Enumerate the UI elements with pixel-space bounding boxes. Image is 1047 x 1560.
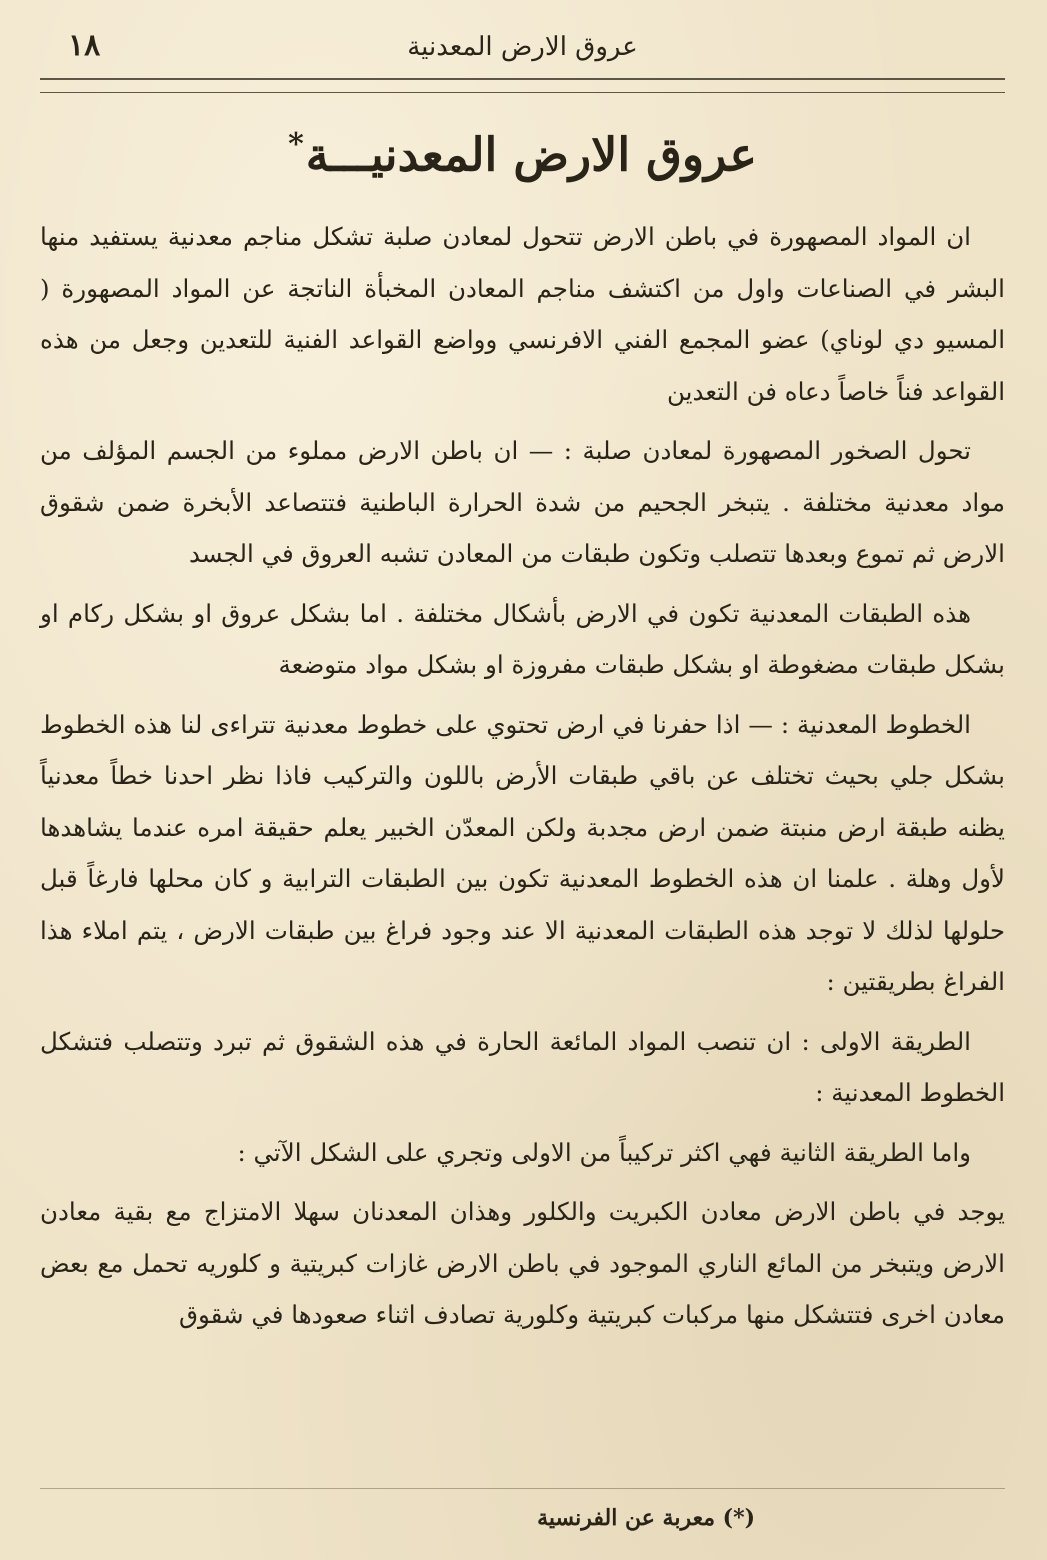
paragraph-mineral-lines: الخطوط المعدنية : — اذا حفرنا في ارض تحتوي على خطوط معدنية تتراءى لنا هذه الخطوط بشكل جلي بحيث تختلف عن باقي طبقات الأرض باللون والتركيب فاذا نظر احدنا خطاً معدنياً يظنه طبقة ارض منبتة ضمن ارض مجدبة ولكن المعدّن الخبير يعلم حقيقة امره عندما يشاهدها لأول وهلة . علمنا ان هذه الخطوط المعدنية تكون بين الطبقات الترابية و كان محلها فارغاً قبل حلولها لذلك لا توجد هذه الطبقات المعدنية الا عند وجود فراغ بين طبقات الارض ، يتم املاء هذا الفراغ بطريقتين : xyxy=(40,709,1005,997)
header-divider xyxy=(40,78,1005,93)
page-number: ١٨ xyxy=(68,28,101,63)
footnote-text: (*) معربة عن الفرنسية xyxy=(537,1505,755,1531)
footnote xyxy=(40,1505,1005,1531)
paragraph-layer-forms: هذه الطبقات المعدنية تكون في الارض بأشكال مختلفة . اما بشكل عروق او بشكل ركام او بشكل طبقات مضغوطة او بشكل طبقات مفروزة او بشكل مواد متوضعة xyxy=(40,598,1005,680)
paragraph-solidification: تحول الصخور المصهورة لمعادن صلبة : — ان باطن الارض مملوء من الجسم المؤلف من مواد معدنية مختلفة . يتبخر الجحيم من شدة الحرارة الباطنية فتتصاعد الأبخرة ضمن شقوق الارض ثم تموع وبعدها تتصلب وتكون طبقات من المعادن تشبه العروق في الجسد xyxy=(40,436,1005,569)
running-header xyxy=(40,22,1005,78)
article-title xyxy=(40,127,1005,181)
footnote-divider xyxy=(40,1488,1005,1489)
running-title: عروق الارض المعدنية xyxy=(407,32,638,62)
paragraph-second-method: واما الطريقة الثانية فهي اكثر تركيباً من الاولى وتجري على الشكل الآتي : xyxy=(237,1137,971,1167)
footnote-marker: * xyxy=(288,127,304,162)
paragraph-intro: ان المواد المصهورة في باطن الارض تتحول لمعادن صلبة تشكل مناجم معدنية يستفيد منها البشر في الصناعات واول من اكتشف مناجم المعادن المخبأة الناتجة عن المواد المصهورة ( المسيو دي لوناي) عضو المجمع الفني الافرنسي وواضع القواعد الفنية للتعدين وجعل من هذه القواعد فناً خاصاً دعاه فن التعدين xyxy=(40,222,1005,406)
article-body xyxy=(40,211,1005,1341)
paragraph-sulfur-chlorine: يوجد في باطن الارض معادن الكبريت والكلور وهذان المعدنان سهلا الامتزاج مع بقية معادن الارض ويتبخر من المائع الناري الموجود في باطن الارض غازات كبريتية و كلوريه تحمل مع بعض معادن اخرى فتتشكل منها مركبات كبريتية وكلورية تصادف اثناء صعودها في شقوق xyxy=(40,1197,1005,1330)
article-title-text: عروق الارض المعدنيـــة xyxy=(305,127,757,182)
paragraph-first-method: الطريقة الاولى : ان تنصب المواد المائعة الحارة في هذه الشقوق ثم تبرد وتتصلب فتشكل الخطوط المعدنية : xyxy=(40,1026,1005,1108)
